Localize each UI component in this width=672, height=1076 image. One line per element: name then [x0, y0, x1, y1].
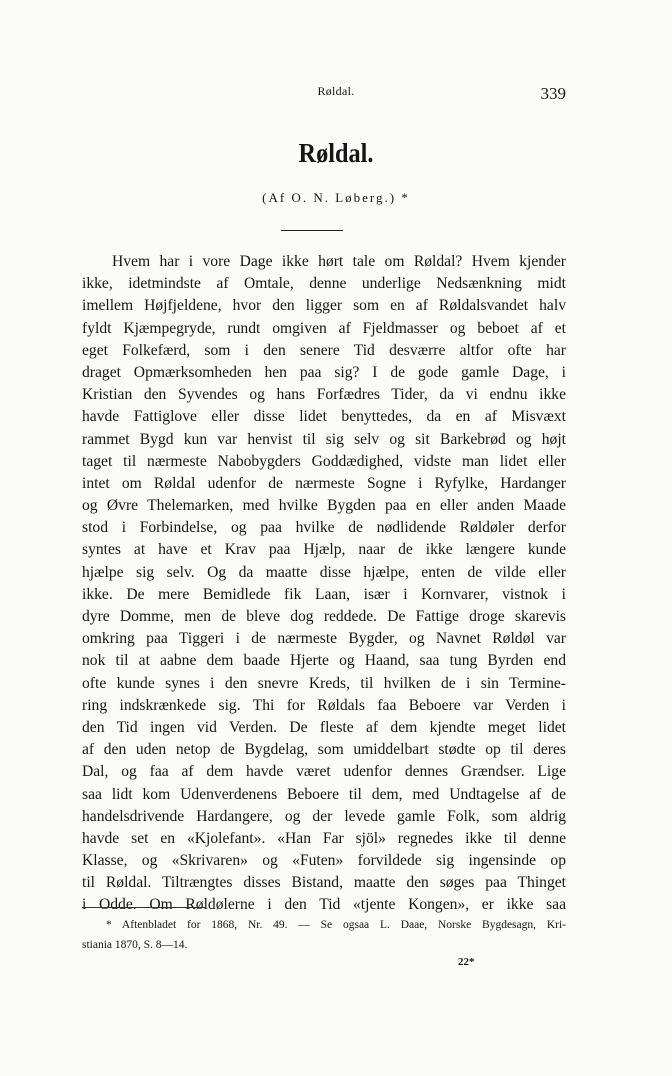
body-line: rammet Bygd kun var henvist til sig selv og sit Barkebrød og højt: [82, 430, 566, 448]
body-line: dyre Domme, men de bleve dog reddede. De Fattige droge skarevis: [82, 608, 566, 625]
article-byline: (Af O. N. Løberg.) *: [262, 190, 410, 205]
body-line: intet om Røldal udenfor de nærmeste Sogne i Ryfylke, Hardanger: [82, 474, 566, 492]
body-line: fyldt Kjæmpegryde, rundt omgiven af Fjeldmasser og beboet af et: [82, 319, 566, 337]
body-line: stod i Forbindelse, og paa hvilke de nødlidende Røldøler derfor: [82, 519, 566, 537]
body-line: ikke, idetmindste af Omtale, denne underlige Nedsænkning midt: [82, 275, 566, 293]
footnote-line: stiania 1870, S. 8—14.: [82, 939, 188, 951]
running-head: Røldal.: [317, 84, 355, 98]
page-number: 339: [540, 84, 566, 103]
body-line: Klasse, og «Skrivaren» og «Futen» forvildede sig ingensinde op: [82, 852, 566, 870]
body-line: ikke. De mere Bemidlede fik Laan, især i Kornvarer, vistnok i: [82, 585, 566, 603]
body-line: omkring paa Tiggeri i de nærmeste Bygder, og Navnet Røldøl var: [82, 630, 566, 648]
body-line: i Odde. Om Røldølerne i den Tid «tjente Kongen», er ikke saa: [82, 896, 566, 914]
body-line: Kristian den Syvendes og hans Forfædres Tider, da vi endnu ikke: [82, 386, 566, 404]
body-line: af den uden netop de Bygdelag, som umiddelbart stødte op til deres: [82, 741, 566, 759]
title-divider: [281, 230, 343, 231]
signature-mark: 22*: [458, 956, 475, 968]
body-line: saa lidt kom Udenverdenens Beboere til dem, med Undtagelse af de: [82, 785, 566, 803]
body-line: ring indskrænkede sig. Thi for Røldals faa Beboere var Verden i: [82, 696, 566, 714]
body-line: ofte kunde synes i den snevre Kreds, til hvilken de i sin Termine-: [82, 674, 566, 692]
article-body: [82, 251, 566, 917]
body-line: draget Opmærksomheden hen paa sig? I de gode gamle Dage, i: [82, 363, 566, 381]
body-line: imellem Højfjeldene, hvor den ligger som en af Røldalsvandet halv: [82, 297, 566, 315]
article-title: Røldal.: [298, 138, 374, 168]
body-line: taget til nærmeste Nabobygders Goddædighed, vidste man lidet eller: [82, 452, 566, 470]
body-line: til Røldal. Tiltrængtes disses Bistand, maatte den søges paa Thinget: [82, 874, 566, 892]
footnote-rule: [82, 907, 206, 908]
body-line: havde Fattiglove eller disse lidet benyttedes, da en af Misvæxt: [82, 408, 566, 426]
body-line: havde set en «Kjolefant». «Han Far sjöl» regnedes ikke til denne: [82, 829, 566, 847]
body-line: Dal, og faa af dem havde været udenfor dennes Grændser. Lige: [82, 763, 566, 781]
body-line: nok til at aabne dem baade Hjerte og Haand, saa tung Byrden end: [82, 652, 566, 670]
body-line: hjælpe sig selv. Og da maatte disse hjælpe, enten de vilde eller: [82, 563, 566, 581]
body-line: eget Folkefærd, som i den senere Tid desværre altfor ofte har: [82, 341, 566, 359]
body-line: den Tid ingen vid Verden. De fleste af dem kjendte meget lidet: [82, 718, 566, 736]
footnote-line: * Aftenbladet for 1868, Nr. 49. — Se ogsaa L. Daae, Norske Bygdesagn, Kri-: [106, 919, 566, 931]
footnote: [82, 915, 566, 955]
body-line: og Øvre Thelemarken, med hvilke Bygden paa en eller anden Maade: [82, 497, 566, 515]
body-line: handelsdrivende Hardangere, og der levede gamle Folk, som aldrig: [82, 807, 566, 825]
body-line: Hvem har i vore Dage ikke hørt tale om Røldal? Hvem kjender: [112, 253, 566, 270]
body-line: syntes at have et Krav paa Hjælp, naar de ikke længere kunde: [82, 541, 566, 559]
